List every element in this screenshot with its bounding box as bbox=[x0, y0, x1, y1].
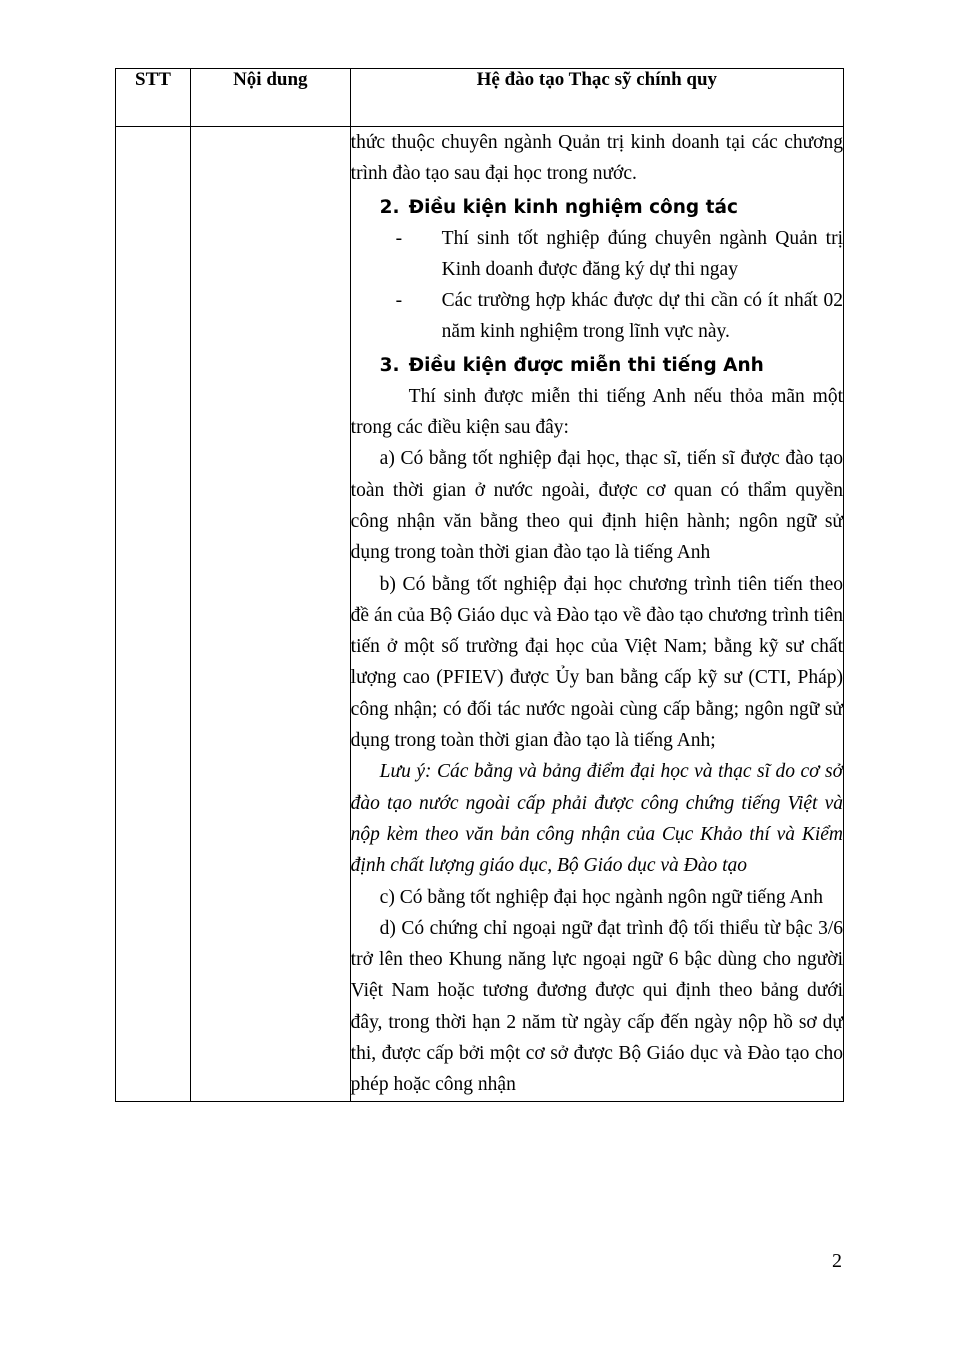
bullet-text: Các trường hợp khác được dự thi cần có ít nhất 02 năm kinh nghiệm trong lĩnh vực này. bbox=[441, 290, 843, 343]
header-noi-dung: Nội dung bbox=[190, 69, 350, 127]
he-dao-tao-cell bbox=[350, 127, 843, 1102]
section-3-title: Điều kiện được miễn thi tiếng Anh bbox=[408, 354, 764, 376]
item-b: b) Có bằng tốt nghiệp đại học chương trình tiên tiến theo đề án của Bộ Giáo dục và Đào tạo về đào tạo chương trình tiên tiến ở một số trường đại học của Việt Nam; bằng kỹ sư chất lượng cao (PFIEV) được Ủy ban bằng cấp kỹ sư (CTI, Pháp) công nhận; có đối tác nước ngoài cùng cấp bằng; ngôn ngữ sử dụng trong toàn thời gian đào tạo là tiếng Anh; bbox=[350, 573, 843, 752]
note-paragraph: Lưu ý: Các bằng và bảng điểm đại học và thạc sĩ do cơ sở đào tạo nước ngoài cấp phải được công chứng tiếng Việt và nộp kèm theo văn bản công nhận của Cục Khảo thí và Kiểm định chất lượng giáo dục, Bộ Giáo dục và Đào tạo bbox=[350, 761, 843, 877]
section-2-bullet-2 bbox=[351, 285, 843, 348]
header-he-dao-tao: Hệ đào tạo Thạc sỹ chính quy bbox=[350, 69, 843, 127]
section-3-heading bbox=[351, 350, 843, 381]
body-row bbox=[116, 127, 844, 1102]
dash-marker: - bbox=[395, 227, 403, 249]
item-d: d) Có chứng chỉ ngoại ngữ đạt trình độ tối thiểu từ bậc 3/6 trở lên theo Khung năng lực ngoại ngữ 6 bậc dùng cho người Việt Nam hoặc tương đương được qui định theo bảng dưới đây, trong thời hạn 2 năm từ ngày cấp đến ngày nộp hồ sơ dự thi, được cấp bởi một cơ sở được Bộ Giáo dục và Đào tạo cho phép hoặc công nhận bbox=[350, 917, 843, 1096]
section-3-lead: Thí sinh được miễn thi tiếng Anh nếu thỏa mãn một trong các điều kiện sau đây: bbox=[350, 385, 843, 439]
content-table bbox=[115, 68, 844, 1102]
stt-cell bbox=[116, 127, 191, 1102]
bullet-text: Thí sinh tốt nghiệp đúng chuyên ngành Quản trị Kinh doanh được đăng ký dự thi ngay bbox=[441, 227, 843, 280]
section-2-heading bbox=[351, 192, 843, 223]
noi-dung-cell bbox=[190, 127, 350, 1102]
dash-marker: - bbox=[395, 290, 403, 312]
section-2-number: 2. bbox=[379, 196, 400, 218]
section-2-bullet-1 bbox=[351, 223, 843, 286]
section-3-number: 3. bbox=[379, 354, 400, 376]
item-a: a) Có bằng tốt nghiệp đại học, thạc sĩ, tiến sĩ được đào tạo toàn thời gian ở nước ngoài, được cơ quan có thẩm quyền công nhận văn bằng theo qui định hiện hành; ngôn ngữ sử dụng trong toàn thời gian đào tạo là tiếng Anh bbox=[350, 448, 843, 564]
header-stt: STT bbox=[116, 69, 191, 127]
page-number: 2 bbox=[832, 1250, 842, 1272]
section-2-title: Điều kiện kinh nghiệm công tác bbox=[408, 196, 738, 218]
header-row bbox=[116, 69, 844, 127]
intro-paragraph: thức thuộc chuyên ngành Quản trị kinh doanh tại các chương trình đào tạo sau đại học trong nước. bbox=[350, 132, 843, 185]
item-c: c) Có bằng tốt nghiệp đại học ngành ngôn ngữ tiếng Anh bbox=[379, 886, 823, 908]
